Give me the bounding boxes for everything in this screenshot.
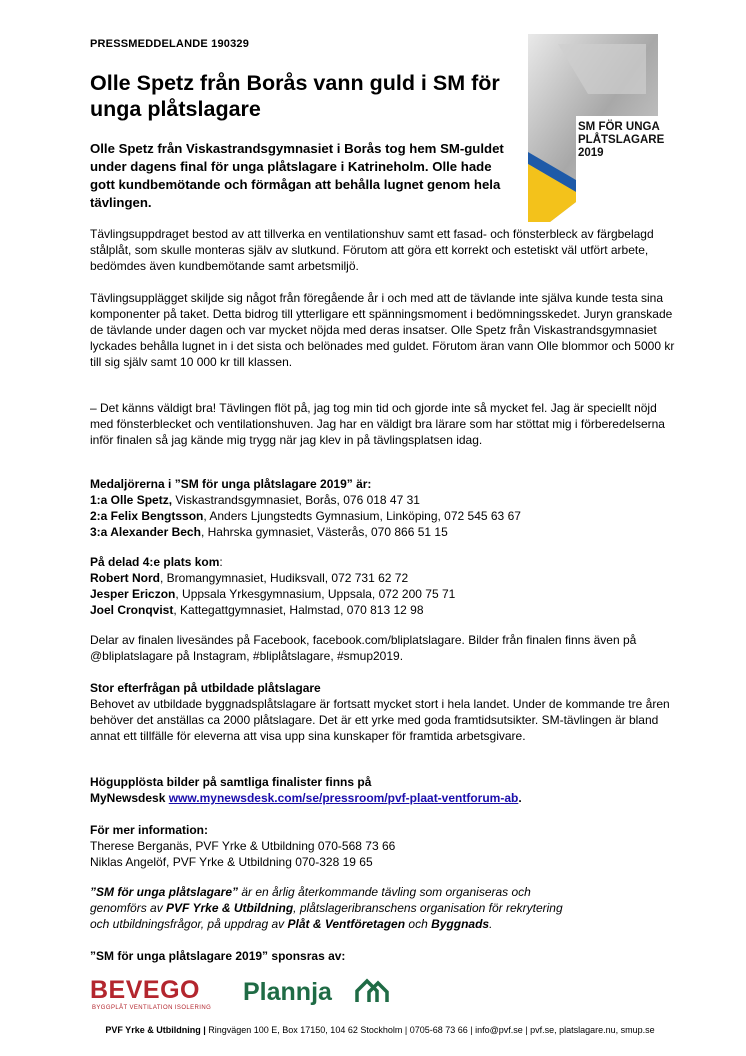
contact-line: Therese Berganäs, PVF Yrke & Utbildning 070-568 73 66 [90,839,396,853]
page-title: Olle Spetz från Borås vann guld i SM för unga plåtslagare [90,71,500,121]
finalist-row [90,570,680,586]
lead-paragraph: Olle Spetz från Viskastrandsgymnasiet i Borås tog hem SM-guldet under dagens final för unga plåtslagare i Katrineholm. Olle hade gott kundbemötande och förmågan att behålla lugnet genom hela tävlingen. [90,141,504,210]
logo-line-2: PLÅTSLAGARE [578,134,665,146]
images-section [90,774,680,806]
mynewsdesk-link[interactable]: www.mynewsdesk.com/se/pressroom/pvf-plaat-ventforum-ab [168,791,519,805]
medalist-name: 3:a Alexander Bech [90,525,201,539]
medalists-heading: Medaljörerna i ”SM för unga plåtslagare 2019” är: [90,477,372,491]
finalist-row [90,602,680,618]
medalist-name: 2:a Felix Bengtsson [90,509,204,523]
footer-org: PVF Yrke & Utbildning | [105,1025,206,1035]
finalist-name: Jesper Ericzon [90,587,176,601]
demand-section [90,680,680,744]
about-org: PVF Yrke & Utbildning [166,901,294,915]
finalist-detail: , Uppsala Yrkesgymnasium, Uppsala, 072 200 75 71 [175,587,456,601]
finalist-name: Joel Cronqvist [90,603,174,617]
medalist-detail: , Anders Ljungstedts Gymnasium, Linköping, 072 545 63 67 [203,509,521,523]
logo-line-3: 2019 [578,147,604,159]
sponsors-heading [90,948,680,964]
fourth-place-section [90,554,680,618]
images-line-1: Högupplösta bilder på samtliga finalister finns på [90,775,372,789]
medalists-section [90,476,680,540]
medalist-detail: Viskastrandsgymnasiet, Borås, 076 018 47 31 [172,493,420,507]
fourth-heading-line [90,554,680,570]
demand-heading: Stor efterfrågan på utbildade plåtslagare [90,681,321,695]
medalist-row [90,492,680,508]
sm-unga-platslagare-logo [528,34,665,222]
footer [40,1025,720,1036]
fourth-heading-suffix: : [219,555,223,569]
images-prefix: MyNewsdesk [90,791,169,805]
contact-section [90,822,680,870]
sponsor-logos [90,978,420,1012]
about-partner-1: Plåt & Ventföretagen [287,917,406,931]
plannja-logo: Plannja [243,978,332,1006]
about-text-2: , plåtslageribranschens organisation för rekrytering och utbildningsfrågor, på uppdrag av [90,901,563,931]
contact-line: Niklas Angelöf, PVF Yrke & Utbildning 070-328 19 65 [90,855,373,869]
medalist-detail: , Hahrska gymnasiet, Västerås, 070 866 51 15 [200,525,448,539]
paragraph-format: Tävlingsupplägget skiljde sig något från föregående år i och med att de tävlande inte själva kunde testa sina komponenter på taket. Detta bidrog till ytterligare ett spänningsmoment i bedömningsskedet. Juryn granskade de tävlande under dagen och var mycket nöjda med deras insatser. Olle Spetz från Viskastrandsgymnasiet lyckades behålla lugnet in i det sista och belönades med guldet. Förutom äran vann Olle blommor och 5000 kr till sig själv samt 10 000 kr till klassen. [90,291,675,369]
fourth-heading: På delad 4:e plats kom [90,555,220,569]
about-text-4: . [489,917,493,931]
about-paragraph [90,884,570,932]
sponsors-heading-text: ”SM för unga plåtslagare 2019” sponsras av: [90,949,346,963]
medalist-name: 1:a Olle Spetz, [90,493,173,507]
paragraph-assignment: Tävlingsuppdraget bestod av att tillverka en ventilationshuv samt ett fasad- och fönsterbleck av färgbelagd stålplåt, som skulle monteras själv av slutkund. Förutom att göra ett korrekt och estetiskt väl utfört arbete, bedömdes även kundbemötande samt arbetsmiljö. [90,227,654,273]
finalist-name: Robert Nord [90,571,160,585]
finalist-row [90,586,680,602]
medalist-row [90,508,680,524]
medalist-row [90,524,680,540]
plannja-house-icon [355,978,389,1004]
paragraph-quote: – Det känns väldigt bra! Tävlingen flöt på, jag tog min tid och gjorde inte så mycket fel. Jag är speciellt nöjd med fönsterblecket och ventilationshuven. Jag har en väldigt bra lärare som har stöttat mig i förberedelserna inför finalen så jag kände mig trygg när jag klev in på tävlingsplatsen idag. [90,401,665,447]
press-release-kicker: PRESSMEDDELANDE 190329 [90,38,250,50]
logo-line-1: SM FÖR UNGA [578,121,660,133]
about-competition-name: ”SM för unga plåtslagare” [90,885,239,899]
paragraph-social: Delar av finalen livesändes på Facebook, facebook.com/bliplatslagare. Bilder från finalen finns även på @bliplatslagare på Instagram, #bliplåtslagare, #smup2019. [90,633,637,663]
about-text-1: är en årlig återkommande tävling som organiseras och genomförs av [90,885,531,915]
demand-text: Behovet av utbildade byggnadsplåtslagare är fortsatt mycket stort i hela landet. Under de kommande tre åren behöver det anställas ca 2000 plåtslagare. Det är ett yrke med goda framtidsutsikter. SM-tävlingen är bland annat ett tillfälle för eleverna att visa upp sina kunskaper för framtida arbetsgivare. [90,697,670,743]
about-text-3: och [405,917,432,931]
contact-heading: För mer information: [90,823,209,837]
finalist-detail: , Kattegattgymnasiet, Halmstad, 070 813 12 98 [173,603,424,617]
about-partner-2: Byggnads [431,917,490,931]
images-line-2 [90,790,680,806]
logo-text [578,121,664,160]
bevego-logo: BEVEGO [90,976,200,1004]
bevego-tagline: BYGGPLÅT VENTILATION ISOLERING [92,1005,212,1011]
images-suffix: . [518,791,522,805]
footer-contact: Ringvägen 100 E, Box 17150, 104 62 Stockholm | 0705-68 73 66 | info@pvf.se | pvf.se, platslagare.nu, smup.se [205,1025,655,1035]
finalist-detail: , Bromangymnasiet, Hudiksvall, 072 731 62 72 [160,571,409,585]
